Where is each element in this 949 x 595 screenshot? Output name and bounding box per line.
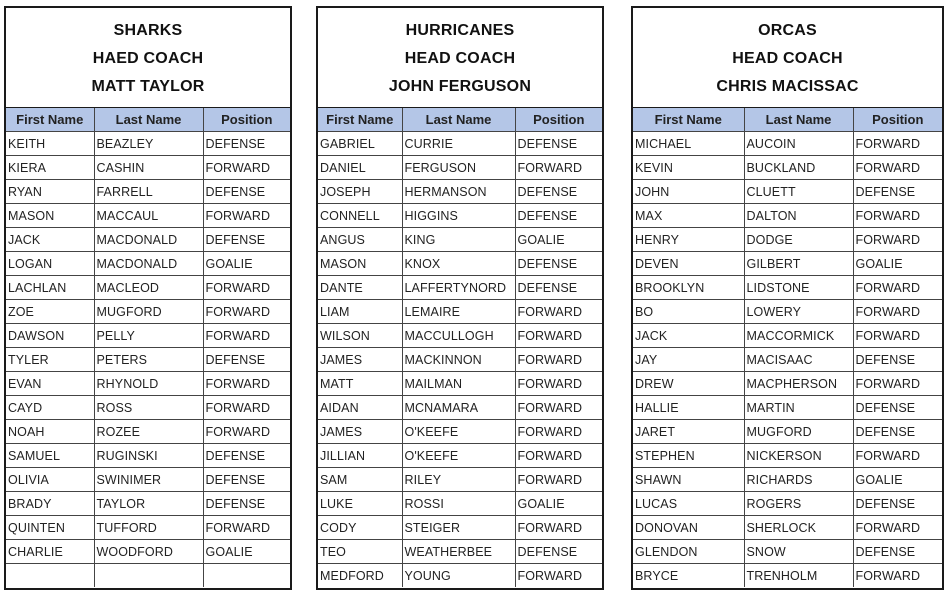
team-card-hurricanes bbox=[316, 6, 604, 590]
position-cell: DEFENSE bbox=[515, 204, 602, 228]
first-name-cell: QUINTEN bbox=[6, 516, 94, 540]
position-cell: DEFENSE bbox=[203, 348, 290, 372]
team-header bbox=[6, 8, 290, 108]
last-name-cell: RHYNOLD bbox=[94, 372, 203, 396]
first-name-cell: DANTE bbox=[318, 276, 402, 300]
table-row bbox=[633, 204, 942, 228]
first-name-cell: MASON bbox=[318, 252, 402, 276]
position-cell: GOALIE bbox=[515, 492, 602, 516]
table-row bbox=[318, 252, 602, 276]
last-name-cell: MACLEOD bbox=[94, 276, 203, 300]
first-name-cell: LUCAS bbox=[633, 492, 744, 516]
first-name-cell: BRADY bbox=[6, 492, 94, 516]
last-name-cell: ROSSI bbox=[402, 492, 515, 516]
first-name-cell: OLIVIA bbox=[6, 468, 94, 492]
first-name-cell: JACK bbox=[633, 324, 744, 348]
table-row bbox=[318, 180, 602, 204]
last-name-cell: CURRIE bbox=[402, 132, 515, 156]
position-cell: DEFENSE bbox=[515, 276, 602, 300]
first-name-cell: MATT bbox=[318, 372, 402, 396]
last-name-cell: MACKINNON bbox=[402, 348, 515, 372]
table-row bbox=[318, 156, 602, 180]
position-cell: DEFENSE bbox=[853, 540, 942, 564]
last-name-cell: SNOW bbox=[744, 540, 853, 564]
table-row bbox=[318, 132, 602, 156]
roster-table bbox=[6, 108, 290, 587]
last-name-cell bbox=[94, 564, 203, 588]
table-row bbox=[6, 252, 290, 276]
last-name-cell: DALTON bbox=[744, 204, 853, 228]
column-header-position: Position bbox=[515, 108, 602, 132]
column-header-last-name: Last Name bbox=[402, 108, 515, 132]
position-cell: FORWARD bbox=[203, 324, 290, 348]
table-row bbox=[6, 396, 290, 420]
position-cell: FORWARD bbox=[203, 420, 290, 444]
first-name-cell: JAY bbox=[633, 348, 744, 372]
coach-title: HEAD COACH bbox=[732, 49, 843, 67]
first-name-cell: CODY bbox=[318, 516, 402, 540]
position-cell: DEFENSE bbox=[515, 252, 602, 276]
table-row bbox=[318, 564, 602, 588]
position-cell: FORWARD bbox=[853, 372, 942, 396]
position-cell: DEFENSE bbox=[853, 348, 942, 372]
table-row bbox=[318, 492, 602, 516]
last-name-cell: SHERLOCK bbox=[744, 516, 853, 540]
position-cell: DEFENSE bbox=[853, 180, 942, 204]
roster-table bbox=[633, 108, 942, 587]
first-name-cell: LOGAN bbox=[6, 252, 94, 276]
position-cell: FORWARD bbox=[203, 372, 290, 396]
team-header bbox=[633, 8, 942, 108]
first-name-cell: NOAH bbox=[6, 420, 94, 444]
last-name-cell: PETERS bbox=[94, 348, 203, 372]
last-name-cell: BUCKLAND bbox=[744, 156, 853, 180]
position-cell: FORWARD bbox=[853, 132, 942, 156]
position-cell: DEFENSE bbox=[853, 420, 942, 444]
last-name-cell: MCNAMARA bbox=[402, 396, 515, 420]
last-name-cell: STEIGER bbox=[402, 516, 515, 540]
table-row bbox=[633, 396, 942, 420]
last-name-cell: MUGFORD bbox=[94, 300, 203, 324]
table-row bbox=[318, 204, 602, 228]
table-row bbox=[633, 372, 942, 396]
first-name-cell: LACHLAN bbox=[6, 276, 94, 300]
first-name-cell: KIERA bbox=[6, 156, 94, 180]
table-row bbox=[6, 372, 290, 396]
first-name-cell: STEPHEN bbox=[633, 444, 744, 468]
first-name-cell: HALLIE bbox=[633, 396, 744, 420]
position-cell: DEFENSE bbox=[515, 540, 602, 564]
first-name-cell: CAYD bbox=[6, 396, 94, 420]
first-name-cell: ZOE bbox=[6, 300, 94, 324]
position-cell: FORWARD bbox=[515, 444, 602, 468]
table-row bbox=[318, 444, 602, 468]
first-name-cell bbox=[6, 564, 94, 588]
coach-name: MATT TAYLOR bbox=[91, 77, 205, 95]
first-name-cell: HENRY bbox=[633, 228, 744, 252]
last-name-cell: RUGINSKI bbox=[94, 444, 203, 468]
last-name-cell: LAFFERTYNORD bbox=[402, 276, 515, 300]
position-cell: GOALIE bbox=[853, 252, 942, 276]
table-row bbox=[633, 564, 942, 588]
first-name-cell: KEITH bbox=[6, 132, 94, 156]
position-cell: FORWARD bbox=[203, 396, 290, 420]
table-row bbox=[6, 492, 290, 516]
table-row bbox=[633, 252, 942, 276]
first-name-cell: RYAN bbox=[6, 180, 94, 204]
position-cell: DEFENSE bbox=[203, 492, 290, 516]
position-cell: FORWARD bbox=[855, 568, 921, 583]
last-name-cell: LEMAIRE bbox=[402, 300, 515, 324]
column-header-last-name: Last Name bbox=[94, 108, 203, 132]
table-row bbox=[318, 324, 602, 348]
table-row bbox=[633, 324, 942, 348]
last-name-cell: TUFFORD bbox=[94, 516, 203, 540]
last-name-cell: MACPHERSON bbox=[744, 372, 853, 396]
coach-title: HAED COACH bbox=[92, 49, 204, 67]
last-name-cell: MACDONALD bbox=[94, 228, 203, 252]
last-name-cell: ROSS bbox=[94, 396, 203, 420]
last-name-cell: SWINIMER bbox=[94, 468, 203, 492]
last-name-cell: CASHIN bbox=[94, 156, 203, 180]
last-name-cell: NICKERSON bbox=[744, 444, 853, 468]
last-name-cell: HIGGINS bbox=[402, 204, 515, 228]
column-header-last-name: Last Name bbox=[744, 108, 853, 132]
first-name-cell: JARET bbox=[633, 420, 744, 444]
last-name-cell: PELLY bbox=[94, 324, 203, 348]
table-row bbox=[633, 468, 942, 492]
last-name-cell: YOUNG bbox=[402, 564, 515, 588]
first-name-cell: DANIEL bbox=[318, 156, 402, 180]
table-row bbox=[6, 516, 290, 540]
table-row bbox=[318, 516, 602, 540]
first-name-cell: ANGUS bbox=[318, 228, 402, 252]
table-row bbox=[6, 564, 290, 588]
position-cell: FORWARD bbox=[203, 204, 290, 228]
table-row bbox=[318, 468, 602, 492]
position-cell: FORWARD bbox=[853, 300, 942, 324]
table-row bbox=[633, 348, 942, 372]
last-name-cell: WEATHERBEE bbox=[402, 540, 515, 564]
table-row bbox=[6, 228, 290, 252]
last-name-cell: WOODFORD bbox=[94, 540, 203, 564]
table-row bbox=[6, 156, 290, 180]
position-cell: GOALIE bbox=[203, 252, 290, 276]
table-row bbox=[6, 540, 290, 564]
last-name-cell: LIDSTONE bbox=[744, 276, 853, 300]
first-name-cell: DAWSON bbox=[6, 324, 94, 348]
last-name-cell: TAYLOR bbox=[94, 492, 203, 516]
first-name-cell: JILLIAN bbox=[318, 444, 402, 468]
position-cell: DEFENSE bbox=[203, 468, 290, 492]
position-cell: FORWARD bbox=[853, 228, 942, 252]
table-row bbox=[318, 420, 602, 444]
column-header-first-name: First Name bbox=[633, 108, 744, 132]
first-name-cell: KEVIN bbox=[633, 156, 744, 180]
last-name-cell: MACISAAC bbox=[744, 348, 853, 372]
position-cell: DEFENSE bbox=[853, 492, 942, 516]
position-cell: FORWARD bbox=[515, 396, 602, 420]
position-cell: FORWARD bbox=[515, 300, 602, 324]
team-name: SHARKS bbox=[113, 21, 183, 39]
first-name-cell: TYLER bbox=[6, 348, 94, 372]
team-card-orcas bbox=[631, 6, 944, 590]
table-row bbox=[6, 444, 290, 468]
table-row bbox=[6, 324, 290, 348]
table-row bbox=[633, 420, 942, 444]
position-cell: FORWARD bbox=[515, 420, 602, 444]
column-header-position: Position bbox=[853, 108, 942, 132]
first-name-cell: MAX bbox=[633, 204, 744, 228]
table-row bbox=[6, 276, 290, 300]
position-cell: FORWARD bbox=[853, 204, 942, 228]
table-row bbox=[633, 300, 942, 324]
first-name-cell: GABRIEL bbox=[318, 132, 402, 156]
last-name-cell: KING bbox=[402, 228, 515, 252]
first-name-cell: WILSON bbox=[318, 324, 402, 348]
last-name-cell: HERMANSON bbox=[402, 180, 515, 204]
first-name-cell: MASON bbox=[6, 204, 94, 228]
position-cell: GOALIE bbox=[203, 540, 290, 564]
position-cell: FORWARD bbox=[203, 516, 290, 540]
table-row bbox=[318, 348, 602, 372]
last-name-cell: MACCULLOGH bbox=[402, 324, 515, 348]
last-name-cell: KNOX bbox=[402, 252, 515, 276]
last-name-cell: ROZEE bbox=[94, 420, 203, 444]
first-name-cell: SAM bbox=[318, 468, 402, 492]
last-name-cell: O'KEEFE bbox=[402, 420, 515, 444]
position-cell: DEFENSE bbox=[853, 396, 942, 420]
team-card-sharks bbox=[4, 6, 292, 590]
first-name-cell: GLENDON bbox=[633, 540, 744, 564]
table-row bbox=[6, 300, 290, 324]
last-name-cell: RICHARDS bbox=[744, 468, 853, 492]
last-name-cell: DODGE bbox=[744, 228, 853, 252]
first-name-cell: JOHN bbox=[633, 180, 744, 204]
table-row bbox=[318, 300, 602, 324]
last-name-cell: MACDONALD bbox=[94, 252, 203, 276]
first-name-cell: CONNELL bbox=[318, 204, 402, 228]
table-row bbox=[6, 468, 290, 492]
table-row bbox=[633, 180, 942, 204]
last-name-cell: MUGFORD bbox=[744, 420, 853, 444]
first-name-cell: BRYCE bbox=[633, 564, 744, 588]
last-name-cell: AUCOIN bbox=[744, 132, 853, 156]
position-cell bbox=[203, 564, 290, 588]
position-cell: FORWARD bbox=[203, 156, 290, 180]
position-cell: GOALIE bbox=[853, 468, 942, 492]
team-header bbox=[318, 8, 602, 108]
last-name-cell: MAILMAN bbox=[402, 372, 515, 396]
first-name-cell: DEVEN bbox=[633, 252, 744, 276]
last-name-cell: MARTIN bbox=[744, 396, 853, 420]
position-cell: FORWARD bbox=[515, 468, 602, 492]
table-row bbox=[6, 420, 290, 444]
table-row bbox=[6, 204, 290, 228]
table-row bbox=[6, 348, 290, 372]
first-name-cell: JACK bbox=[6, 228, 94, 252]
first-name-cell: CHARLIE bbox=[6, 540, 94, 564]
first-name-cell: SHAWN bbox=[633, 468, 744, 492]
position-cell: DEFENSE bbox=[203, 444, 290, 468]
table-row bbox=[633, 516, 942, 540]
last-name-cell: MACCAUL bbox=[94, 204, 203, 228]
last-name-cell: FERGUSON bbox=[402, 156, 515, 180]
first-name-cell: LUKE bbox=[318, 492, 402, 516]
table-row bbox=[318, 372, 602, 396]
last-name-cell: CLUETT bbox=[744, 180, 853, 204]
last-name-cell: RILEY bbox=[402, 468, 515, 492]
team-name: ORCAS bbox=[758, 21, 817, 39]
last-name-cell: O'KEEFE bbox=[402, 444, 515, 468]
first-name-cell: MEDFORD bbox=[318, 564, 402, 588]
roster-table bbox=[318, 108, 602, 587]
team-name: HURRICANES bbox=[405, 21, 515, 39]
table-row bbox=[6, 180, 290, 204]
last-name-cell: TRENHOLM bbox=[744, 564, 853, 588]
position-cell: FORWARD bbox=[853, 516, 942, 540]
table-row bbox=[6, 132, 290, 156]
position-cell: FORWARD bbox=[515, 516, 602, 540]
position-cell: FORWARD bbox=[515, 324, 602, 348]
coach-title: HEAD COACH bbox=[404, 49, 516, 67]
last-name-cell: FARRELL bbox=[94, 180, 203, 204]
table-row bbox=[318, 540, 602, 564]
first-name-cell: JAMES bbox=[318, 348, 402, 372]
position-cell: DEFENSE bbox=[203, 180, 290, 204]
position-cell: FORWARD bbox=[517, 568, 583, 583]
table-row bbox=[318, 396, 602, 420]
position-cell: DEFENSE bbox=[515, 180, 602, 204]
position-cell: FORWARD bbox=[515, 156, 602, 180]
position-cell: FORWARD bbox=[853, 324, 942, 348]
first-name-cell: BROOKLYN bbox=[633, 276, 744, 300]
table-row bbox=[633, 276, 942, 300]
position-cell: FORWARD bbox=[203, 300, 290, 324]
table-row bbox=[633, 492, 942, 516]
table-row bbox=[318, 228, 602, 252]
first-name-cell: AIDAN bbox=[318, 396, 402, 420]
position-cell: GOALIE bbox=[515, 228, 602, 252]
last-name-cell: MACCORMICK bbox=[744, 324, 853, 348]
position-cell: FORWARD bbox=[203, 276, 290, 300]
last-name-cell: BEAZLEY bbox=[94, 132, 203, 156]
table-row bbox=[633, 444, 942, 468]
position-cell: FORWARD bbox=[853, 156, 942, 180]
table-row bbox=[633, 156, 942, 180]
table-row bbox=[633, 540, 942, 564]
position-cell: FORWARD bbox=[515, 372, 602, 396]
position-cell: FORWARD bbox=[515, 348, 602, 372]
first-name-cell: JOSEPH bbox=[318, 180, 402, 204]
position-cell: DEFENSE bbox=[203, 228, 290, 252]
table-row bbox=[633, 132, 942, 156]
position-cell: FORWARD bbox=[853, 276, 942, 300]
position-cell: DEFENSE bbox=[203, 132, 290, 156]
position-cell: DEFENSE bbox=[515, 132, 602, 156]
coach-name: CHRIS MACISSAC bbox=[716, 77, 859, 95]
position-cell: FORWARD bbox=[853, 444, 942, 468]
first-name-cell: EVAN bbox=[6, 372, 94, 396]
first-name-cell: DREW bbox=[633, 372, 744, 396]
first-name-cell: LIAM bbox=[318, 300, 402, 324]
column-header-position: Position bbox=[203, 108, 290, 132]
column-header-first-name: First Name bbox=[6, 108, 94, 132]
last-name-cell: ROGERS bbox=[744, 492, 853, 516]
first-name-cell: DONOVAN bbox=[633, 516, 744, 540]
first-name-cell: MICHAEL bbox=[633, 132, 744, 156]
first-name-cell: SAMUEL bbox=[6, 444, 94, 468]
table-row bbox=[633, 228, 942, 252]
first-name-cell: JAMES bbox=[318, 420, 402, 444]
first-name-cell: TEO bbox=[318, 540, 402, 564]
last-name-cell: GILBERT bbox=[744, 252, 853, 276]
coach-name: JOHN FERGUSON bbox=[388, 77, 532, 95]
table-row bbox=[318, 276, 602, 300]
first-name-cell: BO bbox=[633, 300, 744, 324]
column-header-first-name: First Name bbox=[318, 108, 402, 132]
last-name-cell: LOWERY bbox=[744, 300, 853, 324]
